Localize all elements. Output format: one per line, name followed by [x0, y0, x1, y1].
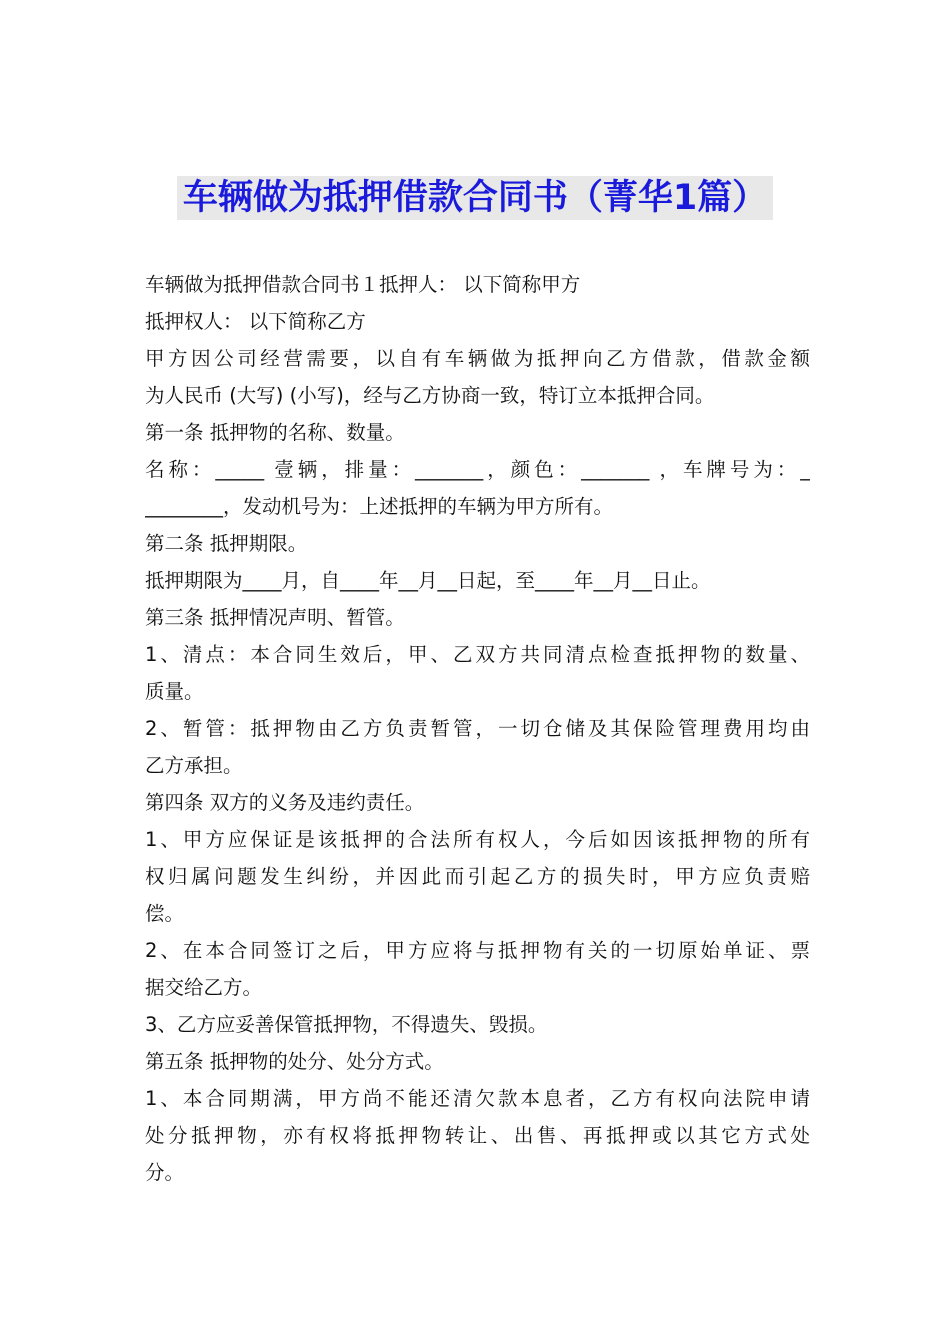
- paragraph-line: 乙方承担。: [145, 754, 243, 777]
- paragraph-line: 抵押权人： 以下简称乙方: [145, 310, 366, 333]
- paragraph-line: 1、清点：本合同生效后，甲、乙双方共同清点检查抵押物的数量、: [145, 643, 810, 666]
- paragraph-line: 名称：_____ 壹辆，排量：_______，颜色：_______ ，车牌号为：_: [145, 458, 810, 481]
- paragraph-line: 车辆做为抵押借款合同书１抵押人： 以下简称甲方: [145, 273, 581, 296]
- paragraph-line: 甲方因公司经营需要，以自有车辆做为抵押向乙方借款，借款金额: [145, 347, 810, 370]
- paragraph-line: 第五条 抵押物的处分、处分方式。: [145, 1050, 444, 1073]
- paragraph-line: 1、本合同期满，甲方尚不能还清欠款本息者，乙方有权向法院申请: [145, 1087, 810, 1110]
- paragraph-line: 第一条 抵押物的名称、数量。: [145, 421, 405, 444]
- paragraph-line: 2、在本合同签订之后，甲方应将与抵押物有关的一切原始单证、票: [145, 939, 810, 962]
- paragraph-line: 第三条 抵押情况声明、暂管。: [145, 606, 405, 629]
- paragraph-line: 3、乙方应妥善保管抵押物，不得遗失、毁损。: [145, 1013, 548, 1036]
- paragraph-line: 抵押期限为____月，自____年__月__日起，至____年__月__日止。: [145, 569, 711, 592]
- paragraph-line: 分。: [145, 1161, 185, 1184]
- paragraph-line: 据交给乙方。: [145, 976, 263, 999]
- document-body: [145, 266, 810, 1191]
- paragraph-line: ________，发动机号为：上述抵押的车辆为甲方所有。: [145, 495, 614, 518]
- paragraph-line: 第二条 抵押期限。: [145, 532, 308, 555]
- paragraph-line: 第四条 双方的义务及违约责任。: [145, 791, 425, 814]
- paragraph-line: 处分抵押物，亦有权将抵押物转让、出售、再抵押或以其它方式处: [145, 1124, 810, 1147]
- paragraph-line: 为人民币 (大写) (小写)，经与乙方协商一致，特订立本抵押合同。: [145, 384, 715, 407]
- title-wrapper: [0, 176, 950, 220]
- document-title: 车辆做为抵押借款合同书（菁华1篇）: [177, 176, 773, 220]
- paragraph-line: 权归属问题发生纠纷，并因此而引起乙方的损失时，甲方应负责赔: [145, 865, 810, 888]
- paragraph-line: 2、暂管：抵押物由乙方负责暂管，一切仓储及其保险管理费用均由: [145, 717, 810, 740]
- paragraph-line: 偿。: [145, 902, 185, 925]
- paragraph-line: 质量。: [145, 680, 204, 703]
- paragraph-line: 1、甲方应保证是该抵押的合法所有权人，今后如因该抵押物的所有: [145, 828, 810, 851]
